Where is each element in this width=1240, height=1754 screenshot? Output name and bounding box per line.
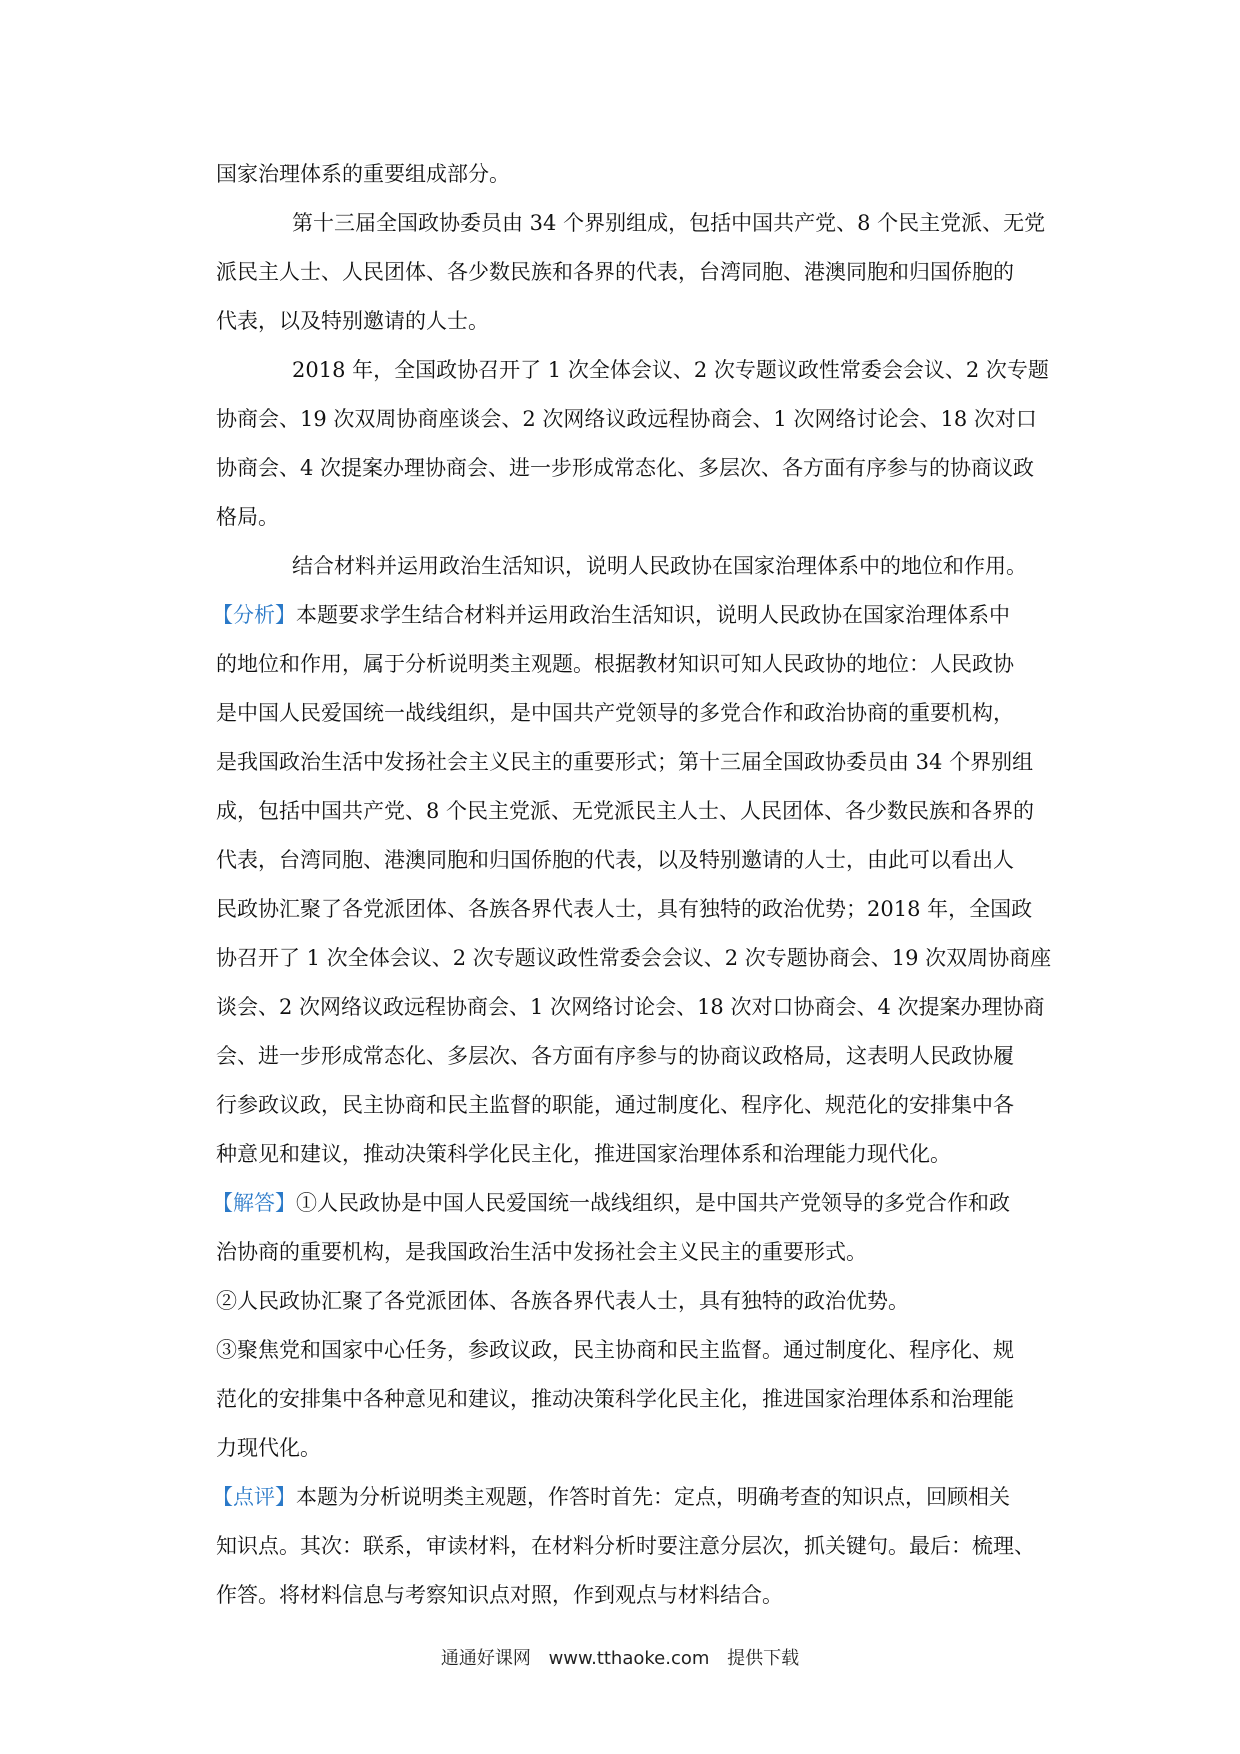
comment-text: 本题为分析说明类主观题，作答时首先：定点，明确考查的知识点，回顾相关 — [296, 1485, 1010, 1509]
analysis-line: 成，包括中国共产党、8 个民主党派、无党派民主人士、人民团体、各少数民族和各界的 — [216, 799, 1035, 823]
comment-first-line — [212, 1473, 1046, 1522]
page-footer — [0, 1644, 1240, 1670]
analysis-line: 是中国人民爱国统一战线组织，是中国共产党领导的多党合作和政治协商的重要机构， — [216, 701, 1014, 725]
question-line: 结合材料并运用政治生活知识，说明人民政协在国家治理体系中的地位和作用。 — [292, 554, 1027, 578]
analysis-line: 民政协汇聚了各党派团体、各族各界代表人士，具有独特的政治优势；2018 年，全国政 — [216, 897, 1033, 921]
answer-text: ①人民政协是中国人民爱国统一战线组织，是中国共产党领导的多党合作和政 — [296, 1191, 1010, 1215]
analysis-line: 是我国政治生活中发扬社会主义民主的重要形式；第十三届全国政协委员由 34 个界别组 — [216, 750, 1034, 774]
analysis-text: 本题要求学生结合材料并运用政治生活知识，说明人民政协在国家治理体系中 — [296, 603, 1010, 627]
answer-section — [212, 1179, 1046, 1473]
material-line: 国家治理体系的重要组成部分。 — [216, 162, 510, 186]
analysis-first-line — [212, 591, 1046, 640]
material-line: 协商会、19 次双周协商座谈会、2 次网络议政远程协商会、1 次网络讨论会、18 次对口 — [216, 407, 1037, 431]
footer-note: 提供下载 — [727, 1648, 800, 1669]
comment-line: 知识点。其次：联系，审读材料，在材料分析时要注意分层次，抓关键句。最后：梳理、 — [216, 1534, 1035, 1558]
answer-label: 【解答】 — [212, 1191, 296, 1215]
material-line: 协商会、4 次提案办理协商会、进一步形成常态化、多层次、各方面有序参与的协商议政 — [216, 456, 1035, 480]
analysis-line: 代表，台湾同胞、港澳同胞和归国侨胞的代表，以及特别邀请的人士，由此可以看出人 — [216, 848, 1014, 872]
comment-line: 作答。将材料信息与考察知识点对照，作到观点与材料结合。 — [216, 1583, 783, 1607]
material-line: 2018 年，全国政协召开了 1 次全体会议、2 次专题议政性常委会会议、2 次专题 — [292, 358, 1049, 382]
footer-url[interactable]: www.tthaoke.com — [548, 1648, 710, 1669]
material-section — [216, 150, 1049, 591]
analysis-line: 行参政议政，民主协商和民主监督的职能，通过制度化、程序化、规范化的安排集中各 — [216, 1093, 1014, 1117]
material-line: 代表，以及特别邀请的人士。 — [216, 309, 489, 333]
document-body — [212, 150, 1052, 1620]
comment-section — [212, 1473, 1046, 1620]
analysis-line: 谈会、2 次网络议政远程协商会、1 次网络讨论会、18 次对口协商会、4 次提案办理协商 — [216, 995, 1045, 1019]
analysis-line: 会、进一步形成常态化、多层次、各方面有序参与的协商议政格局，这表明人民政协履 — [216, 1044, 1014, 1068]
analysis-line: 的地位和作用，属于分析说明类主观题。根据教材知识可知人民政协的地位：人民政协 — [216, 652, 1014, 676]
analysis-label: 【分析】 — [212, 603, 296, 627]
material-line: 第十三届全国政协委员由 34 个界别组成，包括中国共产党、8 个民主党派、无党 — [292, 211, 1046, 235]
answer-line: 范化的安排集中各种意见和建议，推动决策科学化民主化，推进国家治理体系和治理能 — [216, 1387, 1014, 1411]
answer-line: ③聚焦党和国家中心任务，参政议政，民主协商和民主监督。通过制度化、程序化、规 — [216, 1338, 1014, 1362]
comment-label: 【点评】 — [212, 1485, 296, 1509]
footer-site-name: 通通好课网 — [440, 1648, 531, 1669]
answer-line: ②人民政协汇聚了各党派团体、各族各界代表人士，具有独特的政治优势。 — [216, 1289, 909, 1313]
analysis-line: 协召开了 1 次全体会议、2 次专题议政性常委会会议、2 次专题协商会、19 次双周协商座 — [216, 946, 1052, 970]
answer-first-line — [212, 1179, 1046, 1228]
material-line: 派民主人士、人民团体、各少数民族和各界的代表，台湾同胞、港澳同胞和归国侨胞的 — [216, 260, 1014, 284]
answer-line: 治协商的重要机构，是我国政治生活中发扬社会主义民主的重要形式。 — [216, 1240, 867, 1264]
answer-line: 力现代化。 — [216, 1436, 321, 1460]
analysis-section — [212, 591, 1052, 1179]
material-line: 格局。 — [216, 505, 279, 529]
analysis-line: 种意见和建议，推动决策科学化民主化，推进国家治理体系和治理能力现代化。 — [216, 1142, 951, 1166]
